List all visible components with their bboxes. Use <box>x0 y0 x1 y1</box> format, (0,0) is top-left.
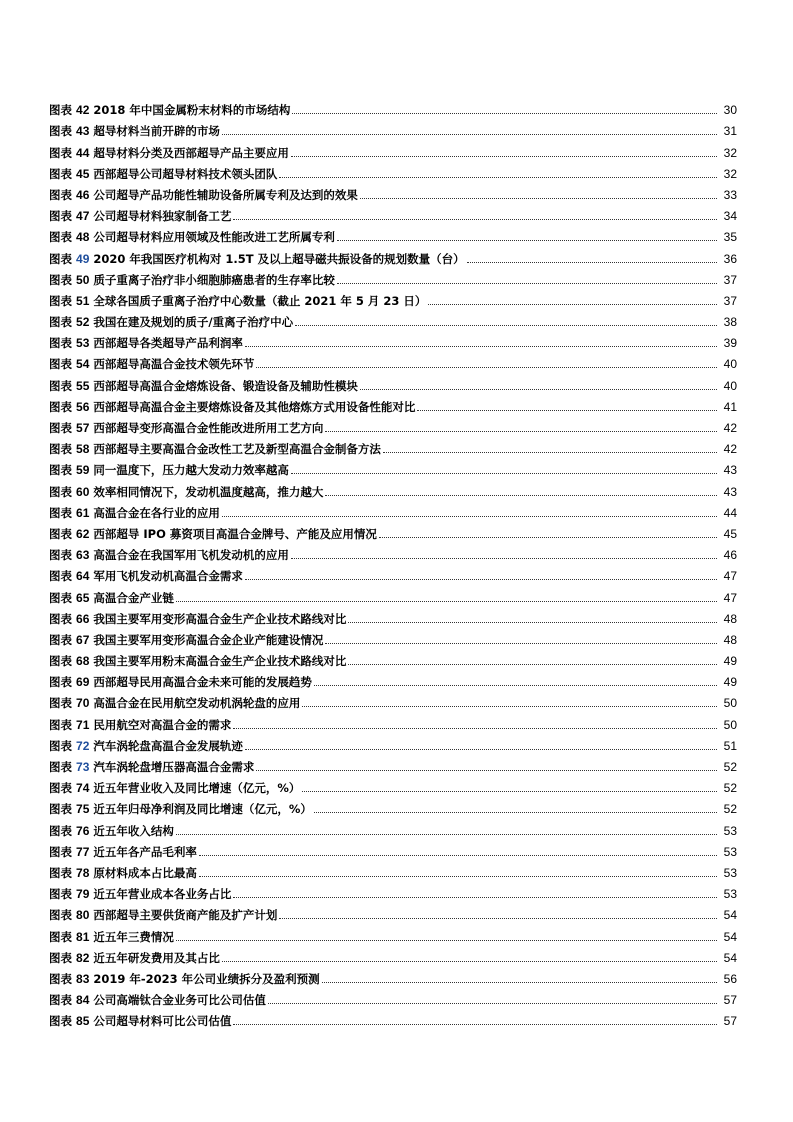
dot-leader <box>348 621 717 623</box>
toc-entry[interactable] <box>49 117 737 138</box>
dot-leader <box>199 875 717 877</box>
dot-leader <box>222 515 717 517</box>
toc-entry-title: 图表 49 2020 年我国医疗机构对 1.5T 及以上超导磁共振设备的规划数量（台） <box>49 251 465 266</box>
toc-entry-page: 42 <box>723 442 737 457</box>
toc-entry[interactable] <box>49 435 737 456</box>
dot-leader <box>279 176 717 178</box>
toc-entry-title: 图表 60 效率相同情况下，发动机温度越高，推力越大 <box>49 484 324 499</box>
dot-leader <box>428 303 717 305</box>
toc-entry[interactable] <box>49 202 737 223</box>
toc-entry-page: 50 <box>723 696 737 711</box>
toc-entry[interactable] <box>49 160 737 181</box>
dot-leader <box>348 663 717 665</box>
toc-entry-title: 图表 59 同一温度下，压力越大发动力效率越高 <box>49 463 289 478</box>
toc-entry-title: 图表 74 近五年营业收入及同比增速（亿元，%） <box>49 781 301 796</box>
toc-entry-title: 图表 69 西部超导民用高温合金未来可能的发展趋势 <box>49 675 312 690</box>
dot-leader <box>337 239 717 241</box>
dot-leader <box>222 960 717 962</box>
toc-entry-page: 45 <box>723 526 737 541</box>
toc-entry-page: 37 <box>723 293 737 308</box>
toc-entry-title: 图表 68 我国主要军用粉末高温合金生产企业技术路线对比 <box>49 654 347 669</box>
toc-entry-page: 52 <box>723 802 737 817</box>
dot-leader <box>233 896 717 898</box>
toc-entry-title: 图表 75 近五年归母净利润及同比增速（亿元，%） <box>49 802 312 817</box>
toc-entry-title: 图表 46 公司超导产品功能性辅助设备所属专利及达到的效果 <box>49 187 358 202</box>
table-of-figures <box>49 96 737 1028</box>
toc-entry-page: 43 <box>723 463 737 478</box>
dot-leader <box>268 1002 717 1004</box>
toc-entry-page: 48 <box>723 611 737 626</box>
toc-entry[interactable] <box>49 986 737 1007</box>
dot-leader <box>314 811 717 813</box>
toc-entry-title: 图表 54 西部超导高温合金技术领先环节 <box>49 357 255 372</box>
toc-entry-title: 图表 82 近五年研发费用及其占比 <box>49 950 220 965</box>
toc-entry-page: 42 <box>723 421 737 435</box>
toc-entry-page: 53 <box>723 865 737 880</box>
toc-entry-page: 33 <box>723 187 737 202</box>
toc-entry[interactable] <box>49 922 737 943</box>
toc-entry[interactable] <box>49 880 737 901</box>
toc-entry-page: 53 <box>723 823 737 838</box>
toc-entry-page: 44 <box>723 505 737 520</box>
toc-entry[interactable] <box>49 414 737 435</box>
toc-entry-title: 图表 43 超导材料当前开辟的市场 <box>49 124 220 139</box>
toc-entry-title: 图表 55 西部超导高温合金熔炼设备、锻造设备及辅助性模块 <box>49 378 358 393</box>
toc-entry-page: 54 <box>723 929 737 944</box>
toc-entry-page: 52 <box>723 781 737 796</box>
toc-entry-page: 48 <box>723 632 737 647</box>
toc-entry[interactable] <box>49 795 737 816</box>
toc-entry[interactable] <box>49 838 737 859</box>
dot-leader <box>233 1023 717 1025</box>
toc-entry[interactable] <box>49 223 737 244</box>
dot-leader <box>291 557 717 559</box>
toc-entry-title: 图表 70 高温合金在民用航空发动机涡轮盘的应用 <box>49 696 301 711</box>
toc-entry-title: 图表 80 西部超导主要供货商产能及扩产计划 <box>49 908 278 923</box>
dot-leader <box>337 282 717 284</box>
toc-entry-title: 图表 57 西部超导变形高温合金性能改进所用工艺方向 <box>49 421 324 435</box>
dot-leader <box>176 939 717 941</box>
toc-entry-page: 57 <box>723 993 737 1008</box>
toc-entry-page: 47 <box>723 569 737 584</box>
toc-entry-page: 50 <box>723 717 737 732</box>
dot-leader <box>292 112 717 114</box>
dot-leader <box>302 790 717 792</box>
toc-entry-page: 32 <box>723 145 737 160</box>
toc-entry-page: 38 <box>723 315 737 330</box>
toc-entry-page: 49 <box>723 654 737 669</box>
toc-entry-title: 图表 53 西部超导各类超导产品利润率 <box>49 336 243 351</box>
toc-entry[interactable] <box>49 605 737 626</box>
toc-entry-title: 图表 61 高温合金在各行业的应用 <box>49 505 220 520</box>
toc-entry[interactable] <box>49 499 737 520</box>
dot-leader <box>360 197 717 199</box>
toc-entry[interactable] <box>49 901 737 922</box>
dot-leader <box>417 409 717 411</box>
toc-entry-title: 图表 67 我国主要军用变形高温合金企业产能建设情况 <box>49 632 324 647</box>
dot-leader <box>279 917 717 919</box>
toc-entry-page: 37 <box>723 272 737 287</box>
dot-leader <box>314 684 717 686</box>
toc-entry-page: 52 <box>723 760 737 774</box>
toc-entry[interactable] <box>49 350 737 371</box>
toc-entry-title: 图表 77 近五年各产品毛利率 <box>49 844 197 859</box>
dot-leader <box>379 536 717 538</box>
toc-entry[interactable] <box>49 520 737 541</box>
toc-entry-page: 36 <box>723 251 737 266</box>
dot-leader <box>245 748 717 750</box>
toc-entry-title: 图表 78 原材料成本占比最高 <box>49 865 197 880</box>
toc-entry-page: 40 <box>723 357 737 372</box>
toc-entry-title: 图表 50 质子重离子治疗非小细胞肺癌患者的生存率比较 <box>49 272 335 287</box>
toc-entry[interactable] <box>49 562 737 583</box>
toc-entry[interactable] <box>49 287 737 308</box>
toc-entry-page: 34 <box>723 209 737 224</box>
dot-leader <box>302 705 717 707</box>
toc-entry[interactable] <box>49 96 737 117</box>
toc-entry[interactable] <box>49 138 737 159</box>
toc-entry-page: 40 <box>723 378 737 393</box>
toc-entry-page: 54 <box>723 950 737 965</box>
toc-entry-title: 图表 76 近五年收入结构 <box>49 823 174 838</box>
toc-entry[interactable] <box>49 477 737 498</box>
toc-entry[interactable] <box>49 371 737 392</box>
toc-entry-title: 图表 63 高温合金在我国军用飞机发动机的应用 <box>49 548 289 563</box>
toc-entry[interactable] <box>49 181 737 202</box>
toc-entry-page: 32 <box>723 166 737 181</box>
toc-entry[interactable] <box>49 266 737 287</box>
toc-entry-page: 30 <box>723 103 737 118</box>
toc-entry[interactable] <box>49 710 737 731</box>
toc-entry-title: 图表 71 民用航空对高温合金的需求 <box>49 717 232 732</box>
toc-entry-page: 54 <box>723 908 737 923</box>
toc-entry-page: 35 <box>723 230 737 245</box>
toc-entry[interactable] <box>49 732 737 753</box>
toc-entry-title: 图表 51 全球各国质子重离子治疗中心数量（截止 2021 年 5 月 23 日） <box>49 293 427 308</box>
toc-entry[interactable] <box>49 753 737 774</box>
toc-entry[interactable] <box>49 308 737 329</box>
toc-entry-title: 图表 81 近五年三费情况 <box>49 929 174 944</box>
toc-entry[interactable] <box>49 393 737 414</box>
toc-entry-title: 图表 42 2018 年中国金属粉末材料的市场结构 <box>49 103 291 118</box>
toc-entry-title: 图表 62 西部超导 IPO 募资项目高温合金牌号、产能及应用情况 <box>49 526 377 541</box>
toc-entry-title: 图表 79 近五年营业成本各业务占比 <box>49 887 232 902</box>
dot-leader <box>256 769 717 771</box>
toc-entry[interactable] <box>49 774 737 795</box>
dot-leader <box>322 981 717 983</box>
dot-leader <box>176 600 717 602</box>
dot-leader <box>291 155 717 157</box>
toc-entry[interactable] <box>49 859 737 880</box>
toc-entry-title: 图表 65 高温合金产业链 <box>49 590 174 605</box>
dot-leader <box>360 388 717 390</box>
toc-entry-page: 46 <box>723 548 737 563</box>
toc-entry[interactable] <box>49 965 737 986</box>
toc-entry-title: 图表 66 我国主要军用变形高温合金生产企业技术路线对比 <box>49 611 347 626</box>
toc-entry[interactable] <box>49 647 737 668</box>
dot-leader <box>325 430 717 432</box>
toc-entry-title: 图表 83 2019 年-2023 年公司业绩拆分及盈利预测 <box>49 971 320 986</box>
toc-entry-title: 图表 64 军用飞机发动机高温合金需求 <box>49 569 243 584</box>
toc-entry-title: 图表 73 汽车涡轮盘增压器高温合金需求 <box>49 760 255 774</box>
toc-entry-page: 39 <box>723 336 737 351</box>
dot-leader <box>245 578 717 580</box>
toc-entry-title: 图表 56 西部超导高温合金主要熔炼设备及其他熔炼方式用设备性能对比 <box>49 399 416 414</box>
toc-entry-title: 图表 85 公司超导材料可比公司估值 <box>49 1014 232 1029</box>
toc-entry-page: 49 <box>723 675 737 690</box>
toc-entry-page: 41 <box>723 399 737 414</box>
toc-entry-page: 57 <box>723 1014 737 1029</box>
toc-entry-page: 56 <box>723 971 737 986</box>
toc-entry-title: 图表 45 西部超导公司超导材料技术领头团队 <box>49 166 278 181</box>
toc-entry[interactable] <box>49 583 737 604</box>
toc-entry-title: 图表 72 汽车涡轮盘高温合金发展轨迹 <box>49 738 243 753</box>
toc-entry[interactable] <box>49 944 737 965</box>
toc-entry-page: 43 <box>723 484 737 499</box>
toc-entry-title: 图表 48 公司超导材料应用领域及性能改进工艺所属专利 <box>49 230 335 245</box>
dot-leader <box>256 366 717 368</box>
dot-leader <box>233 727 717 729</box>
toc-entry-page: 53 <box>723 844 737 859</box>
dot-leader <box>295 324 717 326</box>
toc-entry[interactable] <box>49 626 737 647</box>
toc-entry-page: 31 <box>723 124 737 139</box>
toc-entry[interactable] <box>49 541 737 562</box>
toc-entry[interactable] <box>49 689 737 710</box>
toc-entry-page: 51 <box>723 738 737 753</box>
toc-entry-page: 47 <box>723 590 737 605</box>
dot-leader <box>383 451 717 453</box>
dot-leader <box>199 854 717 856</box>
dot-leader <box>222 133 717 135</box>
toc-entry-title: 图表 84 公司高端钛合金业务可比公司估值 <box>49 993 266 1008</box>
toc-entry[interactable] <box>49 1007 737 1028</box>
toc-entry-title: 图表 52 我国在建及规划的质子/重离子治疗中心 <box>49 315 294 330</box>
dot-leader <box>245 345 717 347</box>
dot-leader <box>176 833 717 835</box>
dot-leader <box>325 494 717 496</box>
dot-leader <box>325 642 717 644</box>
dot-leader <box>233 218 717 220</box>
toc-entry[interactable] <box>49 668 737 689</box>
toc-entry[interactable] <box>49 244 737 265</box>
toc-entry-title: 图表 58 西部超导主要高温合金改性工艺及新型高温合金制备方法 <box>49 442 381 457</box>
toc-entry-title: 图表 47 公司超导材料独家制备工艺 <box>49 209 232 224</box>
toc-entry-page: 53 <box>723 887 737 902</box>
toc-entry[interactable] <box>49 329 737 350</box>
dot-leader <box>291 472 717 474</box>
toc-entry[interactable] <box>49 816 737 837</box>
toc-entry[interactable] <box>49 456 737 477</box>
toc-entry-title: 图表 44 超导材料分类及西部超导产品主要应用 <box>49 145 289 160</box>
dot-leader <box>467 261 717 263</box>
